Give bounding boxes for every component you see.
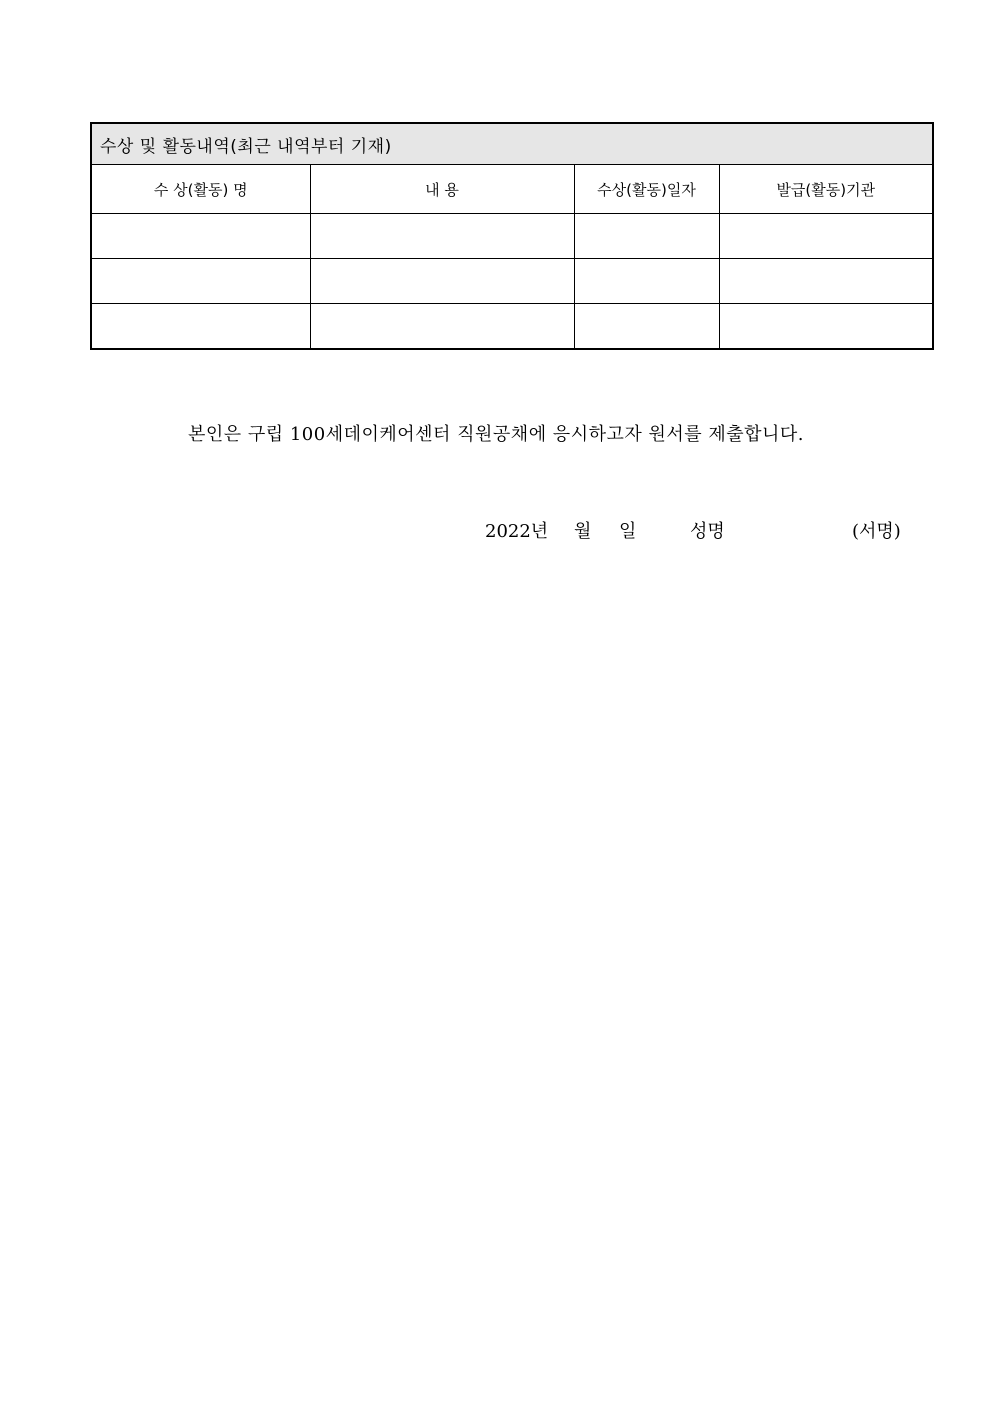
table-cell[interactable]: [574, 259, 719, 304]
table-cell[interactable]: [719, 304, 933, 350]
signature-month: 월: [574, 521, 592, 542]
table-cell[interactable]: [91, 304, 310, 350]
signature-day: 일: [619, 521, 637, 542]
table-cell[interactable]: [91, 214, 310, 259]
table-row: [91, 259, 933, 304]
table-cell[interactable]: [310, 214, 574, 259]
table-cell[interactable]: [91, 259, 310, 304]
table-cell[interactable]: [719, 214, 933, 259]
table-cell[interactable]: [574, 214, 719, 259]
column-header-award-name: 수 상(활동) 명: [91, 165, 310, 214]
signature-year: 2022년: [485, 521, 549, 542]
table-title: 수상 및 활동내역(최근 내역부터 기재): [91, 123, 933, 165]
table-row: [91, 214, 933, 259]
table-cell[interactable]: [719, 259, 933, 304]
awards-activities-table: [90, 122, 934, 350]
table-cell[interactable]: [310, 259, 574, 304]
signature-sign-label: (서명): [852, 521, 901, 542]
table-cell[interactable]: [574, 304, 719, 350]
table-row: [91, 304, 933, 350]
signature-name-label: 성명: [690, 521, 725, 542]
table-cell[interactable]: [310, 304, 574, 350]
column-header-organization: 발급(활동)기관: [719, 165, 933, 214]
declaration-text: 본인은 구립 100세데이케어센터 직원공채에 응시하고자 원서를 제출합니다.: [187, 424, 805, 445]
column-header-date: 수상(활동)일자: [574, 165, 719, 214]
column-header-content: 내 용: [310, 165, 574, 214]
